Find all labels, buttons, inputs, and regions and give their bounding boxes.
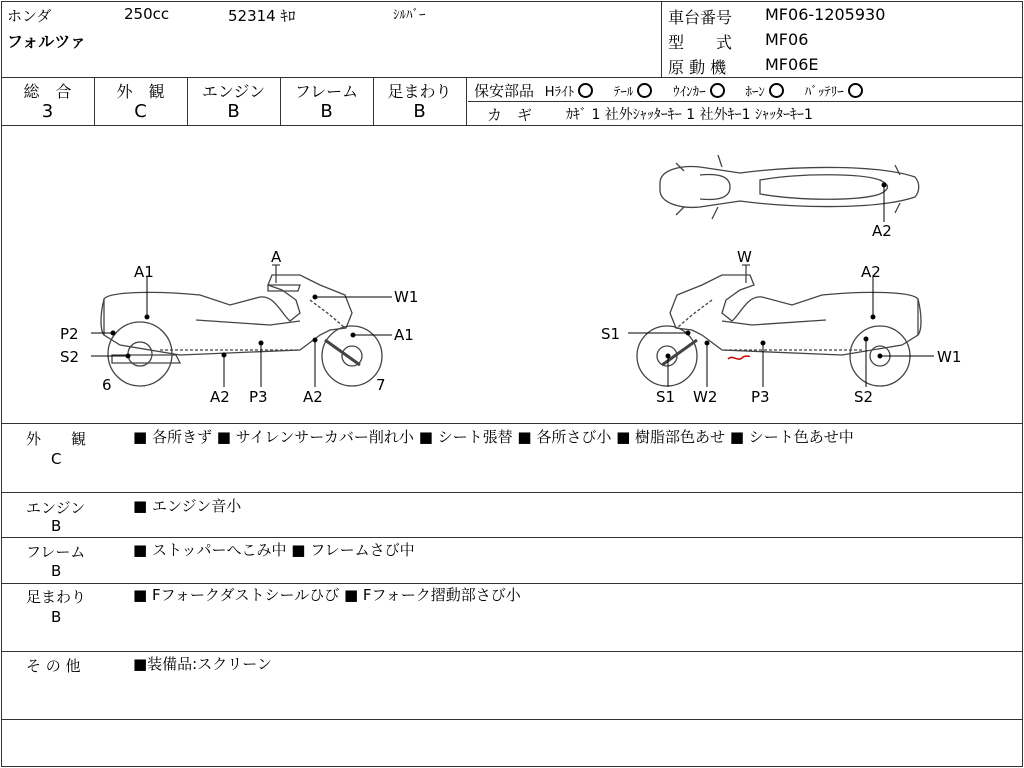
divider [661, 1, 662, 77]
diagram-label-left: P3 [249, 388, 268, 406]
mileage: 52314 ｷﾛ [228, 7, 296, 25]
divider [468, 101, 1022, 102]
damage-mark [728, 356, 750, 359]
diagram-label-right: W2 [693, 388, 718, 406]
ok-circle-icon [578, 83, 593, 98]
grade-overall-value: 3 [41, 101, 54, 122]
scooter-left-side-view [101, 265, 382, 386]
scooter-top-view [660, 155, 919, 219]
frame-no: MF06-1205930 [765, 5, 886, 24]
diagram-label-right: S1 [601, 325, 621, 343]
section-frame-text: ■ ストッパーへこみ中 ■ フレームさび中 [133, 541, 415, 559]
section-frame-grade: B [51, 562, 62, 580]
model-name: フォルツァ [7, 32, 87, 51]
grade-exterior-value: C [134, 101, 147, 122]
section-frame-label: フレーム [26, 543, 86, 561]
section-engine-label: エンジン [26, 499, 86, 517]
damage-diagram [0, 125, 1024, 423]
diagram-label-left: A1 [394, 326, 414, 344]
diagram-label-left: A2 [210, 388, 230, 406]
safety-item-horn: ﾎｰﾝ [745, 85, 784, 100]
section-suspension-text: ■ Fフォークダストシールひび ■ Fフォーク摺動部さび小 [133, 586, 521, 604]
diagram-label-left: S2 [60, 348, 80, 366]
diagram-label-right: A2 [872, 222, 892, 240]
type-value: MF06 [765, 30, 809, 49]
section-suspension-label: 足まわり [26, 588, 87, 606]
safety-item-battery: ﾊﾞｯﾃﾘｰ [805, 85, 863, 100]
make: ホンダ [7, 7, 52, 25]
grade-frame-value: B [320, 101, 333, 122]
grade-suspension-value: B [413, 101, 426, 122]
diagram-label-right: S2 [854, 388, 874, 406]
frame-no-label: 車台番号 [668, 8, 733, 27]
grade-overall-label: 総 合 [23, 82, 72, 101]
diagram-label-left: 6 [102, 376, 112, 394]
divider [466, 77, 467, 125]
ok-circle-icon [769, 83, 784, 98]
diagram-label-left: A1 [134, 263, 154, 281]
type-label: 型 式 [668, 33, 733, 52]
ok-circle-icon [637, 83, 652, 98]
section-exterior-label: 外 観 [26, 430, 87, 448]
keys-value: ｶｷﾞ 1 社外ｼｬｯﾀｰｷｰ 1 社外ｷｰ1 ｼｬｯﾀｰｷｰ1 [566, 107, 813, 123]
diagram-label-right: W1 [937, 348, 962, 366]
engine-label: 原 動 機 [668, 58, 727, 77]
safety-row [474, 80, 863, 101]
divider [1, 77, 1023, 78]
grade-exterior-label: 外 観 [116, 82, 165, 101]
engine-value: MF06E [765, 55, 819, 74]
ok-circle-icon [710, 83, 725, 98]
safety-item-headlight: Hﾗｲﾄ [545, 85, 593, 100]
section-other-text: ■装備品:スクリーン [133, 655, 272, 673]
section-exterior-text: ■ 各所きず ■ サイレンサーカバー削れ小 ■ シート張替 ■ 各所さび小 ■ 樹脂部色あせ ■ シート色あせ中 [133, 428, 854, 446]
divider [1, 423, 1023, 424]
section-engine-grade: B [51, 517, 62, 535]
section-engine-text: ■ エンジン音小 [133, 497, 242, 515]
diagram-label-right: S1 [656, 388, 676, 406]
color: ｼﾙﾊﾞｰ [393, 8, 426, 23]
diagram-label-left: 7 [376, 376, 386, 394]
divider [1, 651, 1023, 652]
keys-label: カ ギ [487, 106, 533, 124]
scooter-right-side-view [637, 265, 921, 386]
safety-label: 保安部品 [474, 82, 535, 100]
diagram-label-right: A2 [861, 263, 881, 281]
grade-frame-label: フレーム [294, 82, 359, 101]
section-exterior-grade: C [51, 450, 62, 468]
grade-suspension-label: 足まわり [387, 82, 452, 101]
diagram-label-left: W1 [394, 288, 419, 306]
diagram-label-right: P3 [751, 388, 770, 406]
grade-engine-value: B [227, 101, 240, 122]
diagram-label-left: A2 [303, 388, 323, 406]
divider [1, 492, 1023, 493]
divider [1, 719, 1023, 720]
grade-engine-label: エンジン [201, 82, 266, 101]
displacement: 250cc [124, 5, 170, 23]
safety-item-winker: ｳｲﾝｶｰ [673, 85, 725, 100]
section-other-label: そ の 他 [26, 657, 81, 675]
section-suspension-grade: B [51, 608, 62, 626]
diagram-label-left: A [271, 248, 282, 266]
diagram-label-left: P2 [60, 325, 79, 343]
divider [1, 537, 1023, 538]
diagram-label-right: W [737, 248, 752, 266]
ok-circle-icon [848, 83, 863, 98]
safety-item-tail: ﾃｰﾙ [614, 85, 653, 100]
